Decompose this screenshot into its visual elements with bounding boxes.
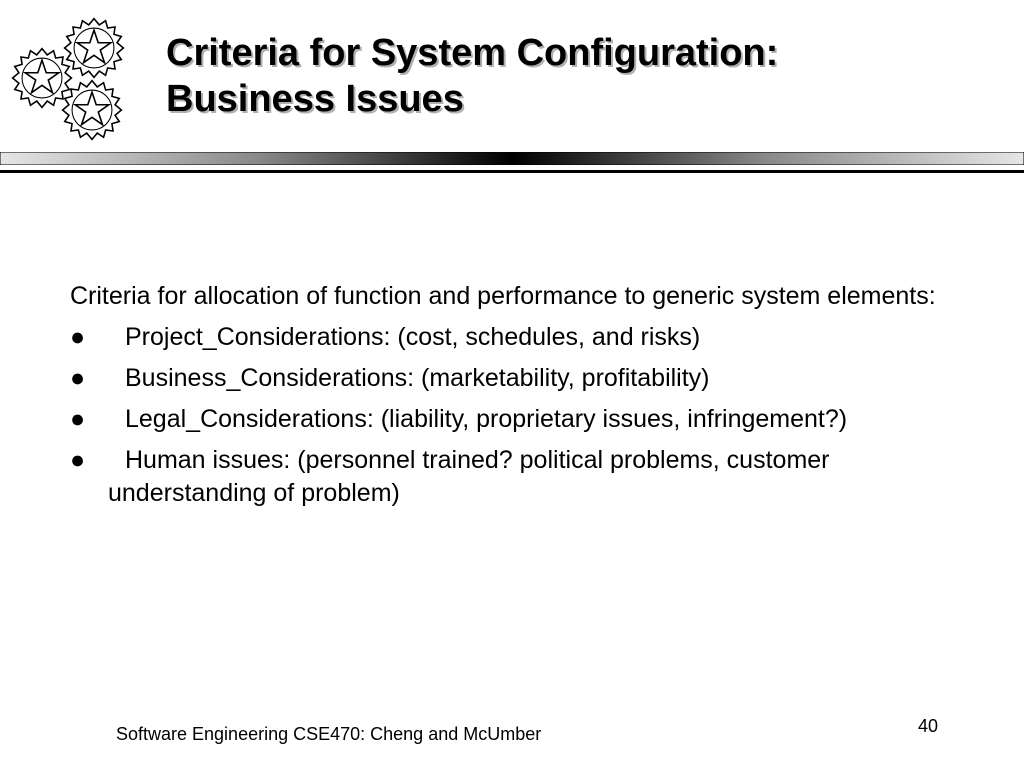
list-item <box>70 444 970 510</box>
bullet-text: Project_Considerations: (cost, schedules, and risks) <box>125 323 701 351</box>
list-item <box>70 321 970 354</box>
slide-title-line-1: Criteria for System Configuration: <box>166 32 779 74</box>
title-divider-line <box>0 170 1024 173</box>
bullet-dot: ● <box>70 405 86 433</box>
bullet-text: Business_Considerations: (marketability, profitability) <box>125 364 710 392</box>
bullet-dot: ● <box>70 364 86 392</box>
list-item <box>70 403 970 436</box>
intro-paragraph: Criteria for allocation of function and performance to generic system elements: <box>70 282 936 310</box>
page-number: 40 <box>917 716 939 736</box>
slide-title-line-2: Business Issues <box>166 78 464 120</box>
slide-title <box>166 30 986 122</box>
bullet-text: Legal_Considerations: (liability, proprietary issues, infringement?) <box>125 405 848 433</box>
slide-body <box>70 280 970 510</box>
bullet-dot: ● <box>70 446 86 474</box>
footer-credit: Software Engineering CSE470: Cheng and McUmber <box>116 724 542 744</box>
bullet-text: Human issues: (personnel trained? political problems, customer understanding of problem) <box>108 446 830 507</box>
bullet-dot: ● <box>70 323 86 351</box>
title-divider-bar <box>0 152 1024 165</box>
bullet-list <box>70 321 970 510</box>
star-cluster-icon <box>6 14 130 146</box>
list-item <box>70 362 970 395</box>
